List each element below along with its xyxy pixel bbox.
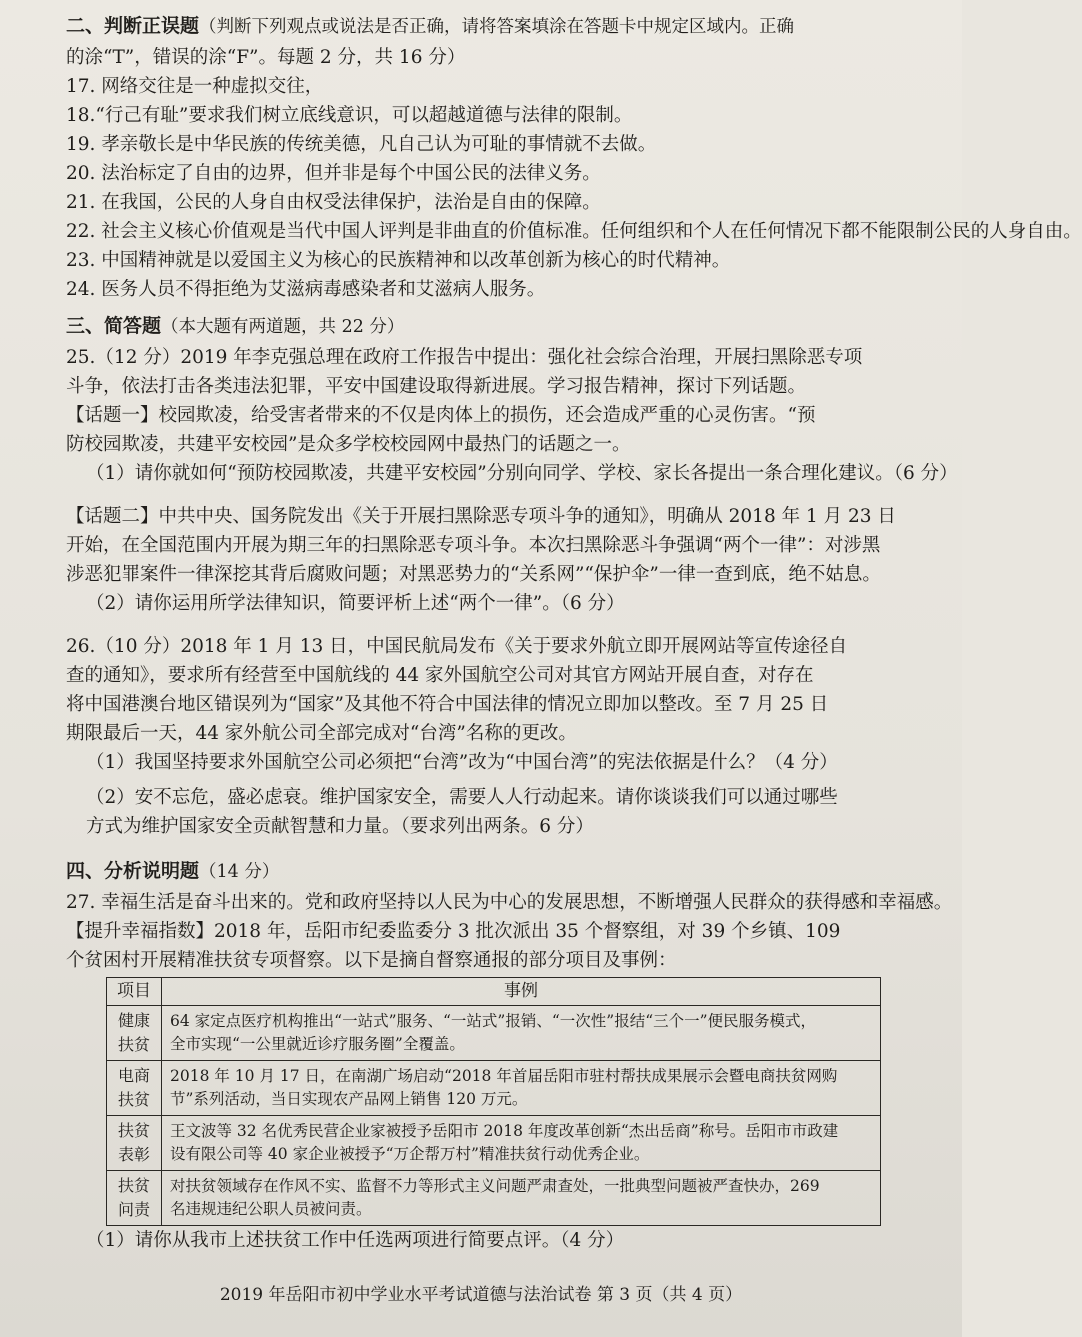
category-text: 电商 [117, 1066, 150, 1085]
question-25-stem-line: 斗争，依法打击各类违法犯罪，平安中国建设取得新进展。学习报告精神，探讨下列话题。 [66, 376, 807, 397]
question-27-sub-1: （1）请你从我市上述扶贫工作中任选两项进行简要点评。（4 分） [86, 1230, 625, 1251]
table-row [107, 1116, 881, 1171]
example-text: 设有限公司等 40 家企业被授予“万企帮万村”精准扶贫行动优秀企业。 [170, 1145, 650, 1163]
example-text: 王文波等 32 名优秀民营企业家被授予岳阳市 2018 年度改革创新“杰出岳商”称号。岳阳市市政建 [170, 1122, 839, 1140]
table-cell-example [162, 1116, 881, 1171]
example-text: 对扶贫领域存在作风不实、监督不力等形式主义问题严肃查处，一批典型问题被严查快办，269 [170, 1177, 820, 1195]
question-17: 17. 网络交往是一种虚拟交往， [66, 76, 324, 97]
example-text: 名违规违纪公职人员被问责。 [170, 1200, 372, 1218]
question-26-sub-1: （1）我国坚持要求外国航空公司必须把“台湾”改为“中国台湾”的宪法依据是什么？（4 分） [86, 752, 838, 773]
table-cell-category [107, 1006, 162, 1061]
section-3-heading [66, 310, 916, 343]
question-25-sub-1: （1）请你就如何“预防校园欺凌，共建平安校园”分别向同学、学校、家长各提出一条合理化建议。（6 分） [86, 463, 958, 484]
question-18: 18.“行己有耻”要求我们树立底线意识，可以超越道德与法律的限制。 [66, 105, 633, 126]
table-row [107, 1061, 881, 1116]
question-26-stem-line: 将中国港澳台地区错误列为“国家”及其他不符合中国法律的情况立即加以整改。至 7 月 25 日 [66, 694, 829, 715]
question-27-stem: 27. 幸福生活是奋斗出来的。党和政府坚持以人民为中心的发展思想，不断增强人民群众的获得感和幸福感。 [66, 892, 953, 913]
table-header-row [107, 978, 881, 1006]
question-19: 19. 孝亲敬长是中华民族的传统美德，凡自己认为可耻的事情就不去做。 [66, 134, 657, 155]
table-cell-category [107, 1061, 162, 1116]
happiness-topic-line: 【提升幸福指数】2018 年，岳阳市纪委监委分 3 批次派出 35 个督察组，对 39 个乡镇、109 [66, 921, 841, 942]
question-26-stem-line: 期限最后一天，44 家外航公司全部完成对“台湾”名称的更改。 [66, 723, 577, 744]
section-2-heading [66, 10, 916, 43]
section-2-note-cont: 的涂“T”，错误的涂“F”。每题 2 分，共 16 分） [66, 47, 466, 68]
example-text: 全市实现“一公里就近诊疗服务圈”全覆盖。 [170, 1035, 465, 1053]
section-4-heading [66, 855, 916, 888]
category-text: 问责 [117, 1200, 150, 1219]
table-row [107, 1006, 881, 1061]
happiness-topic-line: 个贫困村开展精准扶贫专项督察。以下是摘自督察通报的部分项目及事例： [66, 950, 677, 971]
question-25-sub-2: （2）请你运用所学法律知识，简要评析上述“两个一律”。（6 分） [86, 593, 625, 614]
poverty-alleviation-table [106, 977, 881, 1226]
example-text: 节”系列活动，当日实现农产品网上销售 120 万元。 [170, 1090, 528, 1108]
category-text: 扶贫 [117, 1176, 150, 1195]
example-text: 2018 年 10 月 17 日，在南湖广场启动“2018 年首届岳阳市驻村帮扶成果展示会暨电商扶贫网购 [170, 1067, 838, 1085]
category-text: 表彰 [117, 1145, 150, 1164]
page-footer: 2019 年岳阳市初中学业水平考试道德与法治试卷 第 3 页（共 4 页） [219, 1285, 743, 1305]
question-21: 21. 在我国，公民的人身自由权受法律保护，法治是自由的保障。 [66, 192, 601, 213]
section-4-title: 四、分析说明题 [66, 860, 200, 882]
table-cell-example [162, 1061, 881, 1116]
section-2-title: 二、判断正误题 [66, 15, 200, 37]
question-23: 23. 中国精神就是以爱国主义为核心的民族精神和以改革创新为核心的时代精神。 [66, 250, 731, 271]
table-cell-category [107, 1171, 162, 1226]
category-text: 健康 [117, 1011, 150, 1030]
topic-1-line: 【话题一】校园欺凌，给受害者带来的不仅是肉体上的损伤，还会造成严重的心灵伤害。“预 [66, 405, 816, 426]
section-4-note: （14 分） [199, 862, 280, 882]
section-2-note: （判断下列观点或说法是否正确，请将答案填涂在答题卡中规定区域内。正确 [199, 17, 795, 37]
category-text: 扶贫 [117, 1035, 150, 1054]
table-row [107, 1171, 881, 1226]
section-3-title: 三、简答题 [66, 315, 162, 337]
topic-2-line: 【话题二】中共中央、国务院发出《关于开展扫黑除恶专项斗争的通知》，明确从 2018 年 1 月 23 日 [66, 506, 896, 527]
question-26-stem-line: 查的通知》，要求所有经营至中国航线的 44 家外国航空公司对其官方网站开展自查，对存在 [66, 665, 814, 686]
table-header-example: 事例 [162, 978, 881, 1006]
example-text: 64 家定点医疗机构推出“一站式”服务、“一站式”报销、“一次性”报结“三个一”便民服务模式， [170, 1012, 817, 1030]
table-header-category: 项目 [107, 978, 162, 1006]
question-26-sub-2-line: 方式为维护国家安全贡献智慧和力量。（要求列出两条。6 分） [86, 816, 594, 837]
topic-1-line: 防校园欺凌，共建平安校园”是众多学校校园网中最热门的话题之一。 [66, 434, 631, 455]
question-25-stem-line: 25.（12 分）2019 年李克强总理在政府工作报告中提出：强化社会综合治理，开展扫黑除恶专项 [66, 347, 863, 368]
table-cell-example [162, 1171, 881, 1226]
category-text: 扶贫 [117, 1121, 150, 1140]
section-3-note: （本大题有两道题，共 22 分） [161, 317, 405, 337]
table-cell-example [162, 1006, 881, 1061]
question-26-sub-2-line: （2）安不忘危，盛必虑衰。维护国家安全，需要人人行动起来。请你谈谈我们可以通过哪些 [86, 787, 838, 808]
category-text: 扶贫 [117, 1090, 150, 1109]
topic-2-line: 涉恶犯罪案件一律深挖其背后腐败问题；对黑恶势力的“关系网”“保护伞”一律一查到底，绝不姑息。 [66, 564, 881, 585]
question-24: 24. 医务人员不得拒绝为艾滋病毒感染者和艾滋病人服务。 [66, 279, 546, 300]
question-22: 22. 社会主义核心价值观是当代中国人评判是非曲直的价值标准。任何组织和个人在任何情况下都不能限制公民的人身自由。 [66, 221, 1082, 242]
question-26-stem-line: 26.（10 分）2018 年 1 月 13 日，中国民航局发布《关于要求外航立即开展网站等宣传途径自 [66, 636, 848, 657]
topic-2-line: 开始，在全国范围内开展为期三年的扫黑除恶专项斗争。本次扫黑除恶斗争强调“两个一律”：对涉黑 [66, 535, 881, 556]
table-cell-category [107, 1116, 162, 1171]
question-20: 20. 法治标定了自由的边界，但并非是每个中国公民的法律义务。 [66, 163, 601, 184]
